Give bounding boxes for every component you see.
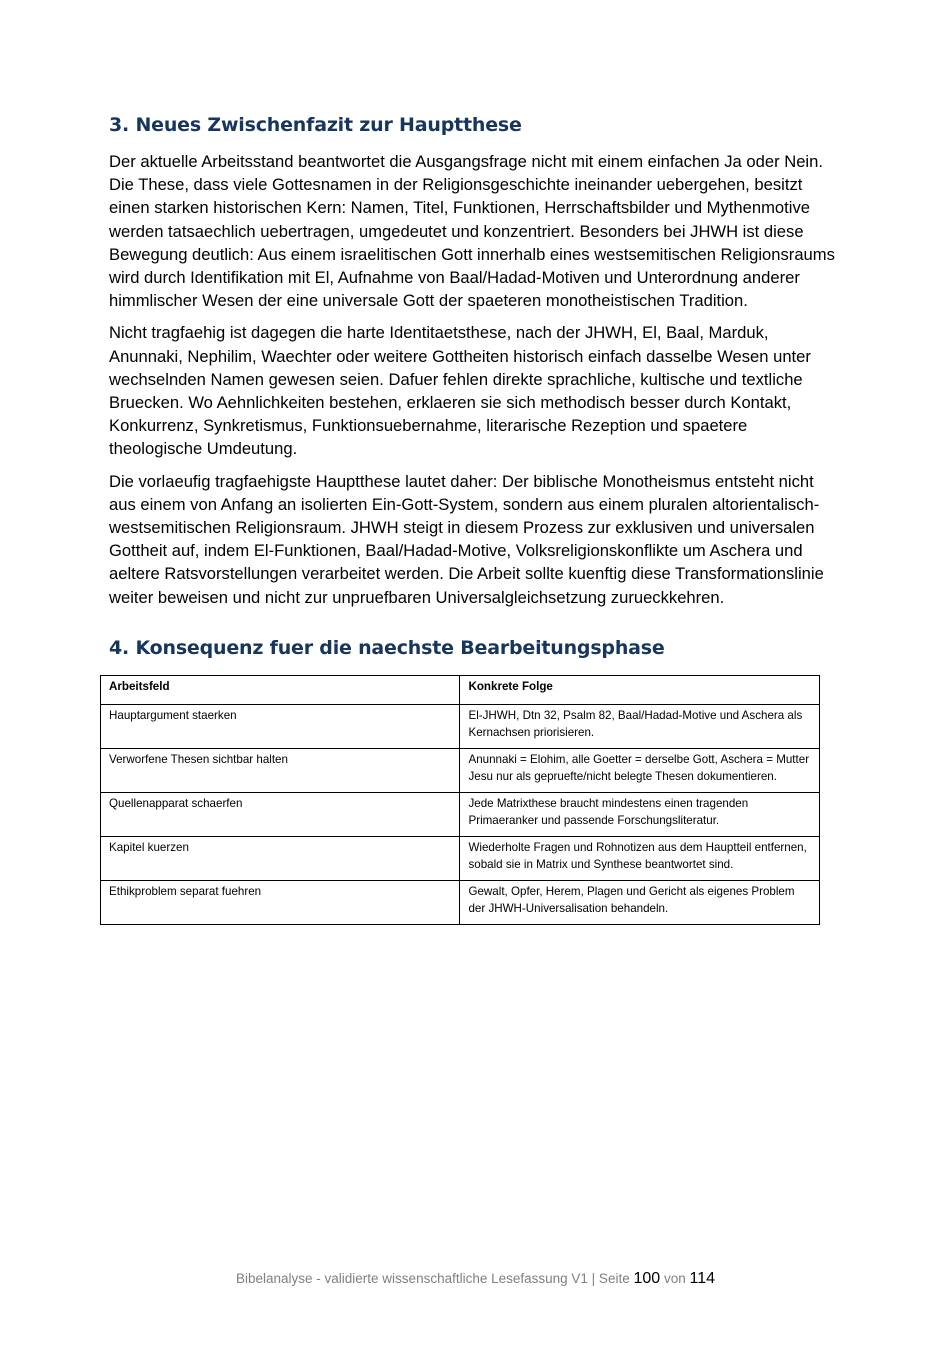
- consequence-table: [100, 675, 820, 925]
- section-3-heading: 3. Neues Zwischenfazit zur Hauptthese: [109, 114, 522, 136]
- table-row: [101, 748, 820, 792]
- table-row: [101, 704, 820, 748]
- table-cell-arbeitsfeld: Quellenapparat schaerfen: [101, 792, 460, 836]
- table-row: [101, 880, 820, 924]
- footer-text: Bibelanalyse - validierte wissenschaftliche Lesefassung V1 | Seite: [235, 1271, 630, 1286]
- table-cell-folge: Wiederholte Fragen und Rohnotizen aus dem Hauptteil entfernen, sobald sie in Matrix und Synthese beantwortet sind.: [460, 836, 820, 880]
- table-cell-arbeitsfeld: Verworfene Thesen sichtbar halten: [101, 748, 460, 792]
- table-cell-folge: Jede Matrixthese braucht mindestens einen tragenden Primaeranker und passende Forschungsliteratur.: [460, 792, 820, 836]
- table-cell-folge: Gewalt, Opfer, Herem, Plagen und Gericht als eigenes Problem der JHWH-Universalisation behandeln.: [460, 880, 820, 924]
- table-cell-arbeitsfeld: Hauptargument staerken: [101, 704, 460, 748]
- footer-von: von: [663, 1271, 686, 1286]
- section-3-paragraph: Der aktuelle Arbeitsstand beantwortet die Ausgangsfrage nicht mit einem einfachen Ja oder Nein. Die These, dass viele Gottesnamen in der Religionsgeschichte ineinander uebergehen, besitzt einen starken historischen Kern: Namen, Titel, Funktionen, Herrschaftsbilder und Mythenmotive werden tatsaechlich uebertragen, umgedeutet und konzentriert. Besonders bei JHWH ist diese Bewegung deutlich: Aus einem israelitischen Gott innerhalb eines westsemitischen Religionsraums wird durch Identifikation mit El, Aufnahme von Baal/Hadad-Motiven und Unterordnung anderer himmlischer Wesen der eine universale Gott der spaeteren monotheistischen Tradition.: [109, 152, 835, 311]
- page-footer: [0, 1270, 951, 1288]
- column-header-konkrete-folge: Konkrete Folge: [460, 675, 820, 704]
- page-content: [109, 112, 844, 925]
- table-header-row: [101, 675, 820, 704]
- section-3-paragraph: Die vorlaeufig tragfaehigste Hauptthese lautet daher: Der biblische Monotheismus entsteht nicht aus einem von Anfang an isolierten Ein-Gott-System, sondern aus einem pluralen altorientalisch-westsemitischen Religionsraum. JHWH steigt in diesem Prozess zur exklusiven und universalen Gottheit auf, indem El-Funktionen, Baal/Hadad-Motive, Volksreligionskonflikte um Aschera und aeltere Ratsvorstellungen verarbeitet werden. Die Arbeit sollte kuenftig diese Transformationslinie weiter beweisen und nicht zur unpruefbaren Universalgleichsetzung zurueckkehren.: [109, 471, 824, 607]
- table-cell-folge: El-JHWH, Dtn 32, Psalm 82, Baal/Hadad-Motive und Aschera als Kernachsen priorisieren.: [460, 704, 820, 748]
- table-cell-folge: Anunnaki = Elohim, alle Goetter = derselbe Gott, Aschera = Mutter Jesu nur als gepruefte/nicht belegte Thesen dokumentieren.: [460, 748, 820, 792]
- column-header-arbeitsfeld: Arbeitsfeld: [101, 675, 460, 704]
- section-4-heading: 4. Konsequenz fuer die naechste Bearbeitungsphase: [109, 636, 665, 659]
- page-number: 100: [633, 1270, 661, 1287]
- table-row: [101, 836, 820, 880]
- table-cell-arbeitsfeld: Kapitel kuerzen: [101, 836, 460, 880]
- table-cell-arbeitsfeld: Ethikproblem separat fuehren: [101, 880, 460, 924]
- table-row: [101, 792, 820, 836]
- page-total: 114: [689, 1270, 716, 1287]
- section-3-paragraph: Nicht tragfaehig ist dagegen die harte Identitaetsthese, nach der JHWH, El, Baal, Marduk, Anunnaki, Nephilim, Waechter oder weitere Gottheiten historisch einfach dasselbe Wesen unter wechselnden Namen gewesen seien. Dafuer fehlen direkte sprachliche, kultische und textliche Bruecken. Wo Aehnlichkeiten bestehen, erklaeren sie sich methodisch besser durch Kontakt, Konkurrenz, Synkretismus, Funktionsuebernahme, literarische Rezeption und spaetere theologische Umdeutung.: [109, 323, 811, 459]
